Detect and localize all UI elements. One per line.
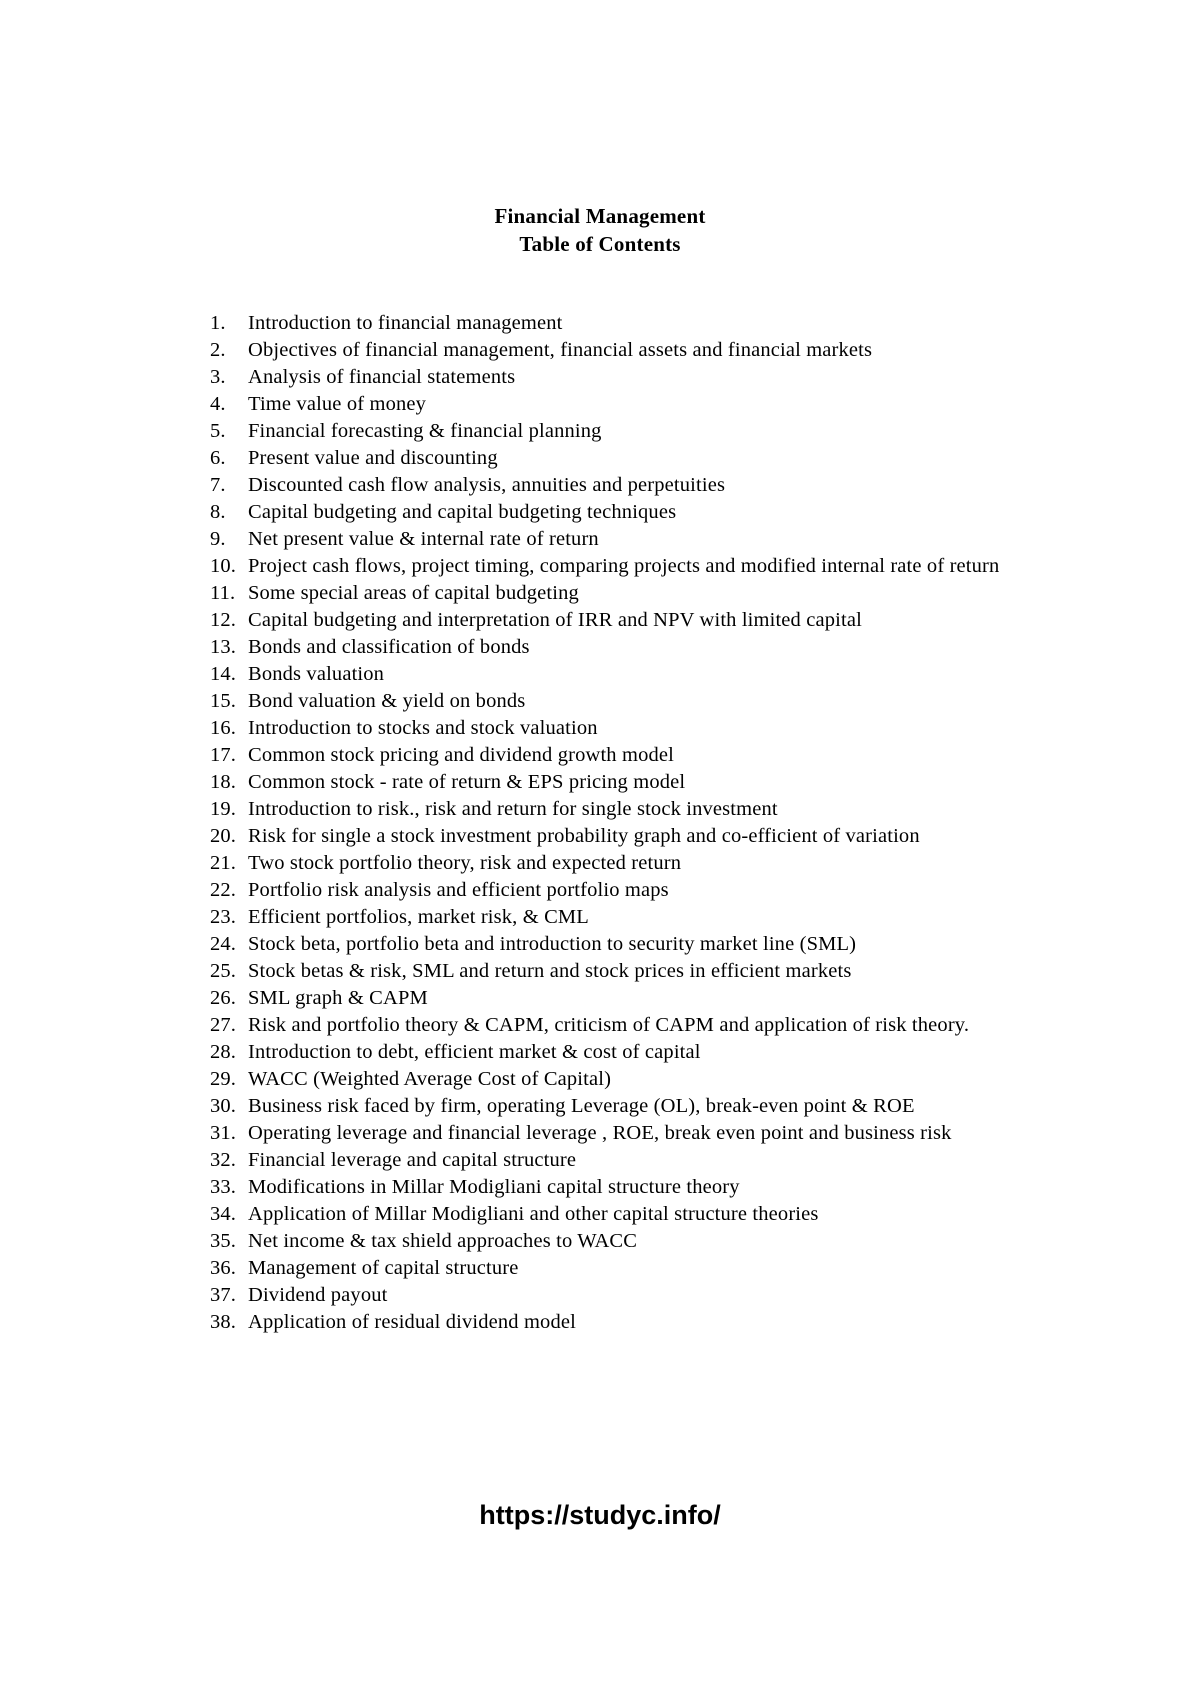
toc-item-number: 27. [210, 1014, 237, 1036]
toc-item-number: 5. [210, 420, 226, 442]
toc-item-number: 21. [210, 852, 237, 874]
toc-item-number: 37. [210, 1284, 237, 1306]
toc-item-number: 12. [210, 609, 237, 631]
toc-item-number: 13. [210, 636, 237, 658]
toc-item-title: Dividend payout [248, 1284, 388, 1306]
document-title: Financial Management [494, 204, 706, 228]
toc-item-number: 9. [210, 528, 226, 550]
toc-item [210, 1120, 1020, 1147]
toc-item [210, 1066, 1020, 1093]
toc-item [210, 1201, 1020, 1228]
toc-item-number: 34. [210, 1203, 237, 1225]
toc-item-number: 31. [210, 1122, 237, 1144]
toc-item-title: Operating leverage and financial leverage , ROE, break even point and business risk [248, 1122, 952, 1144]
toc-item-number: 6. [210, 447, 226, 469]
toc-item [210, 1039, 1020, 1066]
toc-item-title: Bonds and classification of bonds [248, 636, 530, 658]
toc-item-title: Net present value & internal rate of return [248, 528, 599, 550]
toc-item-title: Management of capital structure [248, 1257, 519, 1279]
toc-item-title: Application of Millar Modigliani and other capital structure theories [248, 1203, 819, 1225]
toc-item-number: 26. [210, 987, 237, 1009]
toc-item-title: Time value of money [248, 393, 427, 415]
toc-item-title: Bond valuation & yield on bonds [248, 690, 526, 712]
toc-item [210, 1147, 1020, 1174]
toc-item-number: 17. [210, 744, 237, 766]
toc-item-number: 4. [210, 393, 226, 415]
toc-item [210, 958, 1020, 985]
toc-item-title: Capital budgeting and capital budgeting techniques [248, 501, 677, 523]
toc-item-title: Financial leverage and capital structure [248, 1149, 577, 1171]
toc-item-title: Risk and portfolio theory & CAPM, criticism of CAPM and application of risk theory. [248, 1014, 970, 1036]
toc-item [210, 337, 1020, 364]
toc-item-title: Efficient portfolios, market risk, & CML [248, 906, 589, 928]
toc-item [210, 553, 1020, 580]
toc-item-number: 22. [210, 879, 237, 901]
toc-item-number: 3. [210, 366, 226, 388]
toc-item [210, 364, 1020, 391]
toc-item-title: Project cash flows, project timing, comparing projects and modified internal rate of return [248, 555, 1000, 577]
toc-item [210, 1309, 1020, 1336]
toc-item-number: 35. [210, 1230, 237, 1252]
toc-item-title: Introduction to stocks and stock valuation [248, 717, 598, 739]
toc-item-title: WACC (Weighted Average Cost of Capital) [248, 1068, 612, 1090]
toc-item-number: 2. [210, 339, 226, 361]
toc-item-title: Portfolio risk analysis and efficient portfolio maps [248, 879, 669, 901]
document-subtitle: Table of Contents [519, 232, 681, 256]
toc-item [210, 391, 1020, 418]
toc-item [210, 472, 1020, 499]
toc-item [210, 526, 1020, 553]
toc-item [210, 742, 1020, 769]
toc-item-number: 19. [210, 798, 237, 820]
toc-item-number: 30. [210, 1095, 237, 1117]
toc-item-title: Present value and discounting [248, 447, 498, 469]
toc-item-title: Bonds valuation [248, 663, 385, 685]
toc-item-title: Application of residual dividend model [248, 1311, 576, 1333]
toc-item [210, 1282, 1020, 1309]
toc-item-title: Financial forecasting & financial planning [248, 420, 602, 442]
toc-item [210, 418, 1020, 445]
toc-item-number: 14. [210, 663, 237, 685]
toc-item-number: 8. [210, 501, 226, 523]
toc-item [210, 985, 1020, 1012]
toc-item-number: 10. [210, 555, 237, 577]
toc-item [210, 877, 1020, 904]
toc-item-number: 29. [210, 1068, 237, 1090]
toc-item [210, 931, 1020, 958]
toc-item-number: 33. [210, 1176, 237, 1198]
toc-item-title: Common stock - rate of return & EPS pricing model [248, 771, 686, 793]
toc-item-number: 18. [210, 771, 237, 793]
toc-item-title: Business risk faced by firm, operating Leverage (OL), break-even point & ROE [248, 1095, 915, 1117]
toc-item [210, 634, 1020, 661]
toc-item-title: Risk for single a stock investment probability graph and co-efficient of variation [248, 825, 920, 847]
toc-item [210, 796, 1020, 823]
toc-item-title: Net income & tax shield approaches to WACC [248, 1230, 638, 1252]
toc-item [210, 499, 1020, 526]
toc-item-title: Common stock pricing and dividend growth model [248, 744, 674, 766]
title-block [0, 202, 1200, 258]
toc-item-title: Modifications in Millar Modigliani capital structure theory [248, 1176, 740, 1198]
toc-item-number: 25. [210, 960, 237, 982]
toc-item-title: Discounted cash flow analysis, annuities and perpetuities [248, 474, 726, 496]
toc-item [210, 904, 1020, 931]
toc-item-number: 23. [210, 906, 237, 928]
footer-url: https://studyc.info/ [479, 1500, 721, 1530]
toc-item-title: Some special areas of capital budgeting [248, 582, 579, 604]
toc-item-title: Two stock portfolio theory, risk and expected return [248, 852, 682, 874]
toc-item [210, 580, 1020, 607]
toc-item [210, 1012, 1020, 1039]
toc-item [210, 1228, 1020, 1255]
toc-item-title: SML graph & CAPM [248, 987, 428, 1009]
toc-item-number: 32. [210, 1149, 237, 1171]
toc-item [210, 310, 1020, 337]
toc-item-title: Analysis of financial statements [248, 366, 516, 388]
toc-item-title: Stock beta, portfolio beta and introduction to security market line (SML) [248, 933, 857, 955]
toc-item-number: 15. [210, 690, 237, 712]
toc-item-title: Introduction to debt, efficient market & cost of capital [248, 1041, 701, 1063]
toc-item-number: 36. [210, 1257, 237, 1279]
toc-item [210, 1174, 1020, 1201]
table-of-contents [210, 310, 1020, 1336]
toc-item-number: 7. [210, 474, 226, 496]
toc-item [210, 445, 1020, 472]
toc-item-title: Introduction to financial management [248, 312, 563, 334]
toc-item-number: 38. [210, 1311, 237, 1333]
toc-item [210, 715, 1020, 742]
toc-item [210, 688, 1020, 715]
toc-item-title: Stock betas & risk, SML and return and stock prices in efficient markets [248, 960, 852, 982]
toc-item [210, 769, 1020, 796]
toc-item-title: Capital budgeting and interpretation of IRR and NPV with limited capital [248, 609, 862, 631]
toc-item-number: 28. [210, 1041, 237, 1063]
toc-item [210, 823, 1020, 850]
toc-item [210, 1093, 1020, 1120]
toc-item-title: Objectives of financial management, financial assets and financial markets [248, 339, 873, 361]
toc-item-number: 16. [210, 717, 237, 739]
toc-item [210, 661, 1020, 688]
toc-item-number: 20. [210, 825, 237, 847]
toc-item [210, 607, 1020, 634]
toc-item [210, 1255, 1020, 1282]
toc-item-title: Introduction to risk., risk and return for single stock investment [248, 798, 778, 820]
toc-item-number: 1. [210, 312, 226, 334]
toc-item-number: 11. [210, 582, 236, 604]
toc-item-number: 24. [210, 933, 237, 955]
toc-item [210, 850, 1020, 877]
